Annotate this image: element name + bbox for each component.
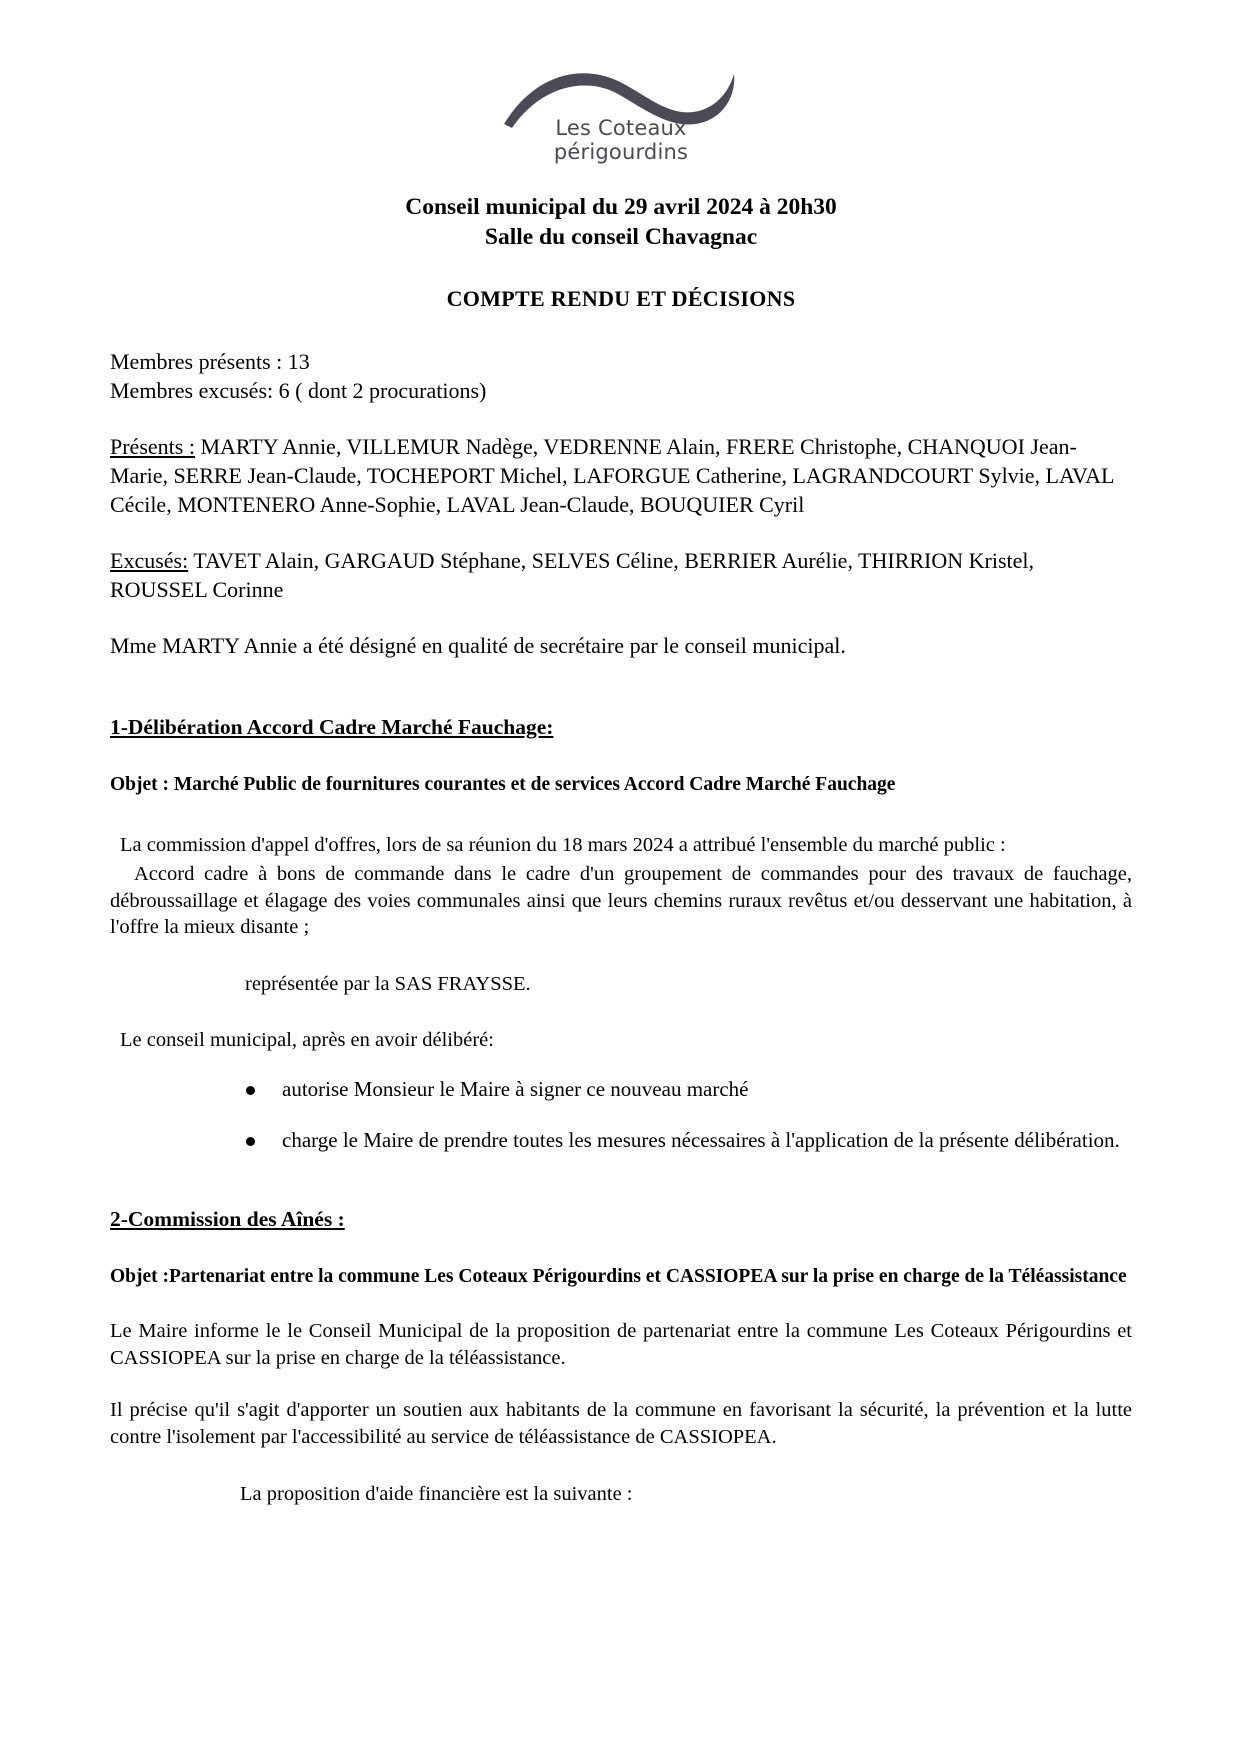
secretary-note: Mme MARTY Annie a été désigné en qualité de secrétaire par le conseil municipal. xyxy=(110,633,846,659)
title-line-2: Salle du conseil Chavagnac xyxy=(484,224,758,251)
title-line-1: Conseil municipal du 29 avril 2024 à 20h30 xyxy=(405,194,837,220)
section-1-heading: 1-Délibération Accord Cadre Marché Fauchage: xyxy=(110,714,554,739)
page-title xyxy=(110,192,1132,252)
section-1-para-4: Le conseil municipal, après en avoir délibéré: xyxy=(120,1029,494,1052)
list-item: autorise Monsieur le Maire à signer ce nouveau marché xyxy=(110,1076,1132,1103)
list-item: charge le Maire de prendre toutes les mesures nécessaires à l'application de la présente délibération. xyxy=(110,1127,1132,1154)
section-1-decisions xyxy=(110,1076,1132,1155)
present-names: MARTY Annie, VILLEMUR Nadège, VEDRENNE Alain, FRERE Christophe, CHANQUOI Jean-Marie, SERRE Jean-Claude, TOCHEPORT Michel, LAFORGUE Catherine, LAGRANDCOURT Sylvie, LAVAL Cécile, MONTENERO Anne-Sophie, LAVAL Jean-Claude, BOUQUIER Cyril xyxy=(110,434,1114,517)
logo-text: Les Coteaux périgourdins xyxy=(553,116,689,164)
section-2-para-2: Il précise qu'il s'agit d'apporter un soutien aux habitants de la commune en favorisant la sécurité, la prévention et la lutte contre l'isolement par l'accessibilité au service de téléassistance de CASSIOPEA. xyxy=(110,1399,1132,1448)
excused-names: TAVET Alain, GARGAUD Stéphane, SELVES Céline, BERRIER Aurélie, THIRRION Kristel, ROUSSEL Corinne xyxy=(110,548,1035,602)
section-2 xyxy=(110,1207,1132,1508)
logo xyxy=(496,60,746,170)
present-count: Membres présents : 13 xyxy=(110,349,310,375)
section-1-objet: Objet : Marché Public de fournitures courantes et de services Accord Cadre Marché Fauchage xyxy=(110,773,896,795)
present-label: Présents : xyxy=(110,434,195,460)
excused-count: Membres excusés: 6 ( dont 2 procurations) xyxy=(110,377,487,403)
present-list xyxy=(110,433,1132,519)
section-1-para-2: Accord cadre à bons de commande dans le cadre d'un groupement de commandes pour des travaux de fauchage, débroussaillage et élagage des voies communales ainsi que leurs chemins ruraux revêtus et/ou desservant une habitation, à l'offre la mieux disante ; xyxy=(110,862,1132,939)
section-1-para-3: représentée par la SAS FRAYSSE. xyxy=(245,972,531,995)
logo-block xyxy=(110,60,1132,170)
section-2-para-1: Le Maire informe le le Conseil Municipal de la proposition de partenariat entre la commune Les Coteaux Périgourdins et CASSIOPEA sur la prise en charge de la téléassistance. xyxy=(110,1319,1132,1369)
section-1 xyxy=(110,715,1132,1155)
section-2-heading: 2-Commission des Aînés : xyxy=(110,1206,345,1231)
attendance-counts xyxy=(110,348,1132,405)
section-1-para-1: La commission d'appel d'offres, lors de sa réunion du 18 mars 2024 a attribué l'ensemble du marché public : xyxy=(120,834,1006,857)
section-2-objet: Objet :Partenariat entre la commune Les Coteaux Périgourdins et CASSIOPEA sur la prise en charge de la Téléassistance xyxy=(110,1265,1127,1287)
excused-list xyxy=(110,547,1132,604)
section-2-para-3: La proposition d'aide financière est la suivante : xyxy=(240,1482,633,1505)
document-subtitle: COMPTE RENDU ET DÉCISIONS xyxy=(446,286,796,312)
excused-label: Excusés: xyxy=(110,548,189,574)
